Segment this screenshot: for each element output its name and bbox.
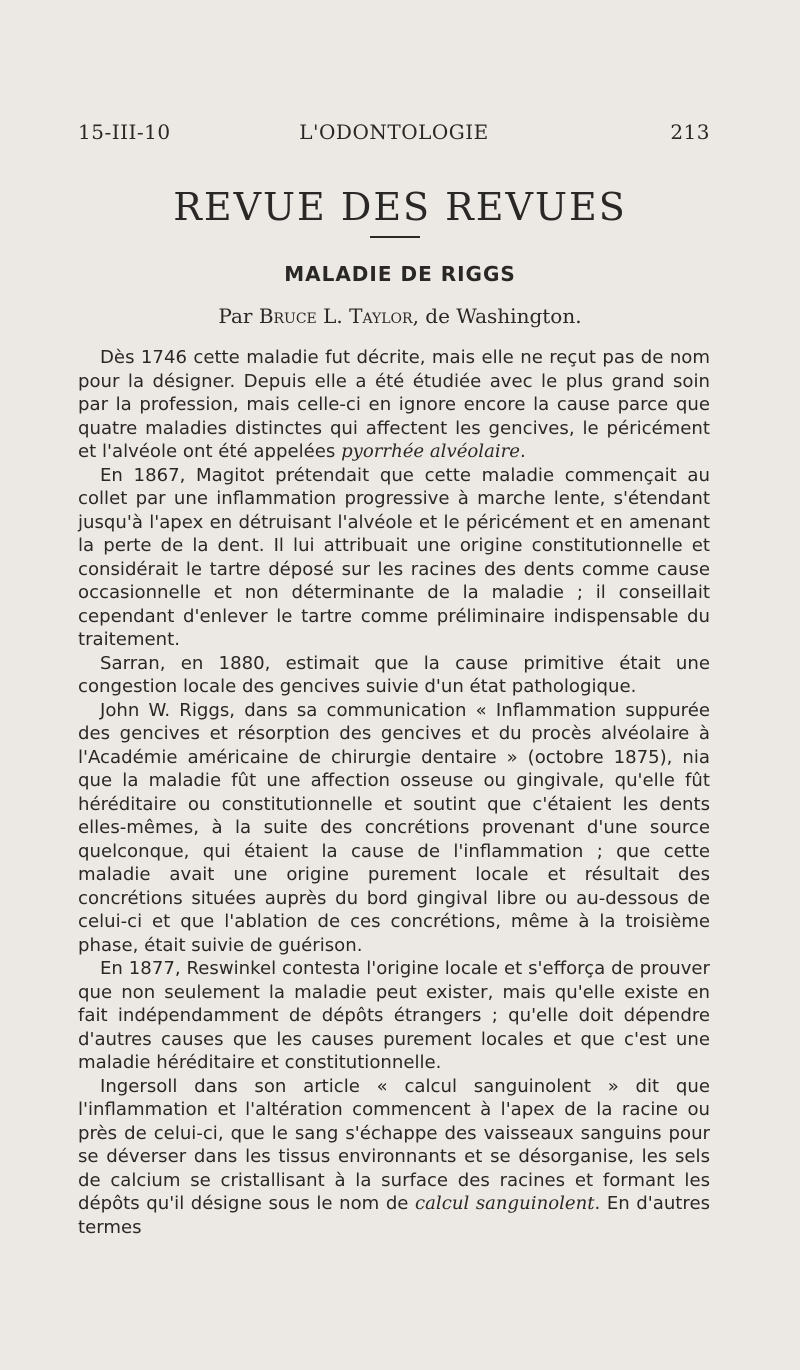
paragraph — [78, 464, 710, 652]
header-date: 15-III-10 — [78, 120, 171, 144]
article-body — [78, 346, 710, 1239]
page-number: 213 — [670, 120, 710, 144]
paragraph-text: Sarran, en 1880, estimait que la cause primitive était une congestion locale des gencives suivie d'un état pathologique. — [78, 652, 710, 697]
paragraph — [78, 346, 710, 464]
paragraph-italic: calcul sanguinolent — [415, 1193, 595, 1214]
paragraph-text: Ingersoll dans son article « calcul sanguinolent » dit que l'inflammation et l'altération commencent à l'apex de la racine ou près de celui-ci, que le sang s'échappe des vaisseaux sanguins pour se déverser dans les tissus environnants et se désorganise, les sels de calcium se cristallisant à la surface des racines et formant les dépôts qu'il désigne sous le nom de — [78, 1075, 710, 1214]
byline — [0, 304, 800, 328]
title-divider — [370, 236, 420, 238]
section-title: REVUE DES REVUES — [173, 185, 627, 229]
paragraph — [78, 699, 710, 958]
paragraph — [78, 957, 710, 1075]
running-header — [78, 120, 710, 146]
byline-suffix: , de Washington. — [412, 304, 582, 328]
paragraph-tail: . En d'autres termes — [78, 1193, 711, 1238]
paragraph — [78, 1075, 710, 1240]
paragraph — [78, 652, 710, 699]
paragraph-text: En 1877, Reswinkel contesta l'origine locale et s'efforça de prouver que non seulement la maladie peut exister, mais qu'elle existe en fait indépendamment de dépôts étrangers ; qu'elle doit dépendre d'autres causes que les causes purement locales et que c'est une maladie héréditaire et constitutionnelle. — [78, 958, 710, 1073]
paragraph-italic: pyorrhée alvéolaire — [341, 441, 521, 462]
byline-prefix: Par — [218, 304, 259, 328]
paragraph-text: Dès 1746 cette maladie fut décrite, mais elle ne reçut pas de nom pour la désigner. Depuis elle a été étudiée avec le plus grand soin par la profession, mais celle-ci en ignore encore la cause parce que quatre maladies distinctes qui affectent les gencives, le péricément et l'alvéole ont été appelées — [78, 347, 710, 462]
header-journal-title: L'ODONTOLOGIE — [299, 120, 489, 144]
byline-author: Bruce L. Taylor — [258, 304, 413, 328]
paragraph-text: John W. Riggs, dans sa communication « Inflammation suppurée des gencives et résorption des gencives et du procès alvéolaire à l'Académie américaine de chirurgie dentaire » (octobre 1875), nia que la maladie fût une affection osseuse ou gingivale, qu'elle fût héréditaire ou constitutionnelle et soutint que c'étaient les dents elles-mêmes, à la suite des concrétions provenant d'une source quelconque, qui étaient la cause de l'inflammation ; que cette maladie avait une origine purement locale et résultait des concrétions situées auprès du bord gingival libre ou au-dessous de celui-ci et que l'ablation de ces concrétions, même à la troisième phase, était suivie de guérison. — [78, 699, 710, 956]
paragraph-tail: . — [520, 441, 526, 462]
article-title: MALADIE DE RIGGS — [284, 262, 516, 286]
paragraph-text: En 1867, Magitot prétendait que cette maladie commençait au collet par une inflammation progressive à marche lente, s'étendant jusqu'à l'apex en détruisant l'alvéole et le péricément et en amenant la perte de la dent. Il lui attribuait une origine constitutionnelle et considérait le tartre déposé sur les racines des dents comme cause occasionnelle et non déterminante de la maladie ; il conseillait cependant d'enlever le tartre comme préliminaire indispensable du traitement. — [78, 464, 710, 650]
